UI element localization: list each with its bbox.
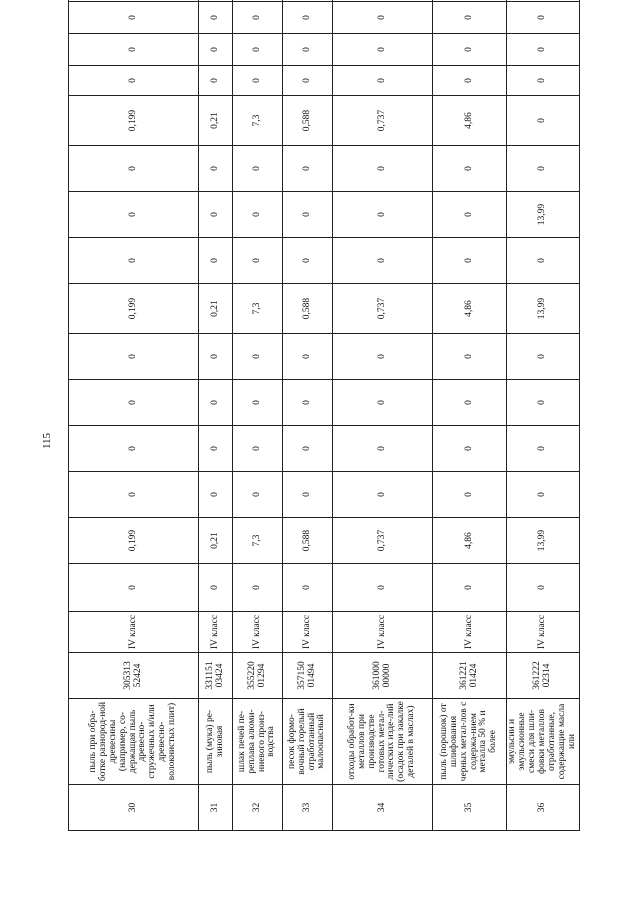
value-cell: 0,199 [69,518,199,564]
value-cell: 0 [69,146,199,192]
value-cell: 0 [333,380,433,426]
value-cell: 0,737 [333,284,433,334]
value-cell: 0 [433,334,507,380]
page-number: 115 [41,432,53,450]
rotated-table-container [68,6,579,831]
value-cell: 7,3 [233,96,283,146]
value-cell: 0 [433,426,507,472]
value-cell: 0 [199,238,233,284]
value-cell: 0 [69,426,199,472]
value-cell: 0 [69,2,199,34]
value-cell: 0,21 [199,284,233,334]
value-cell: 13,99 [507,192,580,238]
table-row [69,0,199,831]
row-number-cell: 34 [333,785,433,831]
fkko-code-cell: 361000 00000 [333,653,433,699]
value-cell: 0 [233,380,283,426]
value-cell: 7,3 [233,518,283,564]
value-cell: 0,21 [199,518,233,564]
value-cell: 0 [69,34,199,66]
value-cell [507,0,580,2]
row-number-cell: 30 [69,785,199,831]
waste-name-cell: отходы обработ-ки металлов при производстве готовых метал-лических изде-лий (осадок при закалке деталей в маслах) [333,699,433,785]
waste-table [68,0,580,831]
value-cell: 0 [333,238,433,284]
value-cell [283,0,333,2]
value-cell: 0 [333,564,433,612]
waste-name-cell: пыль при обра-ботке разноpод-ной древесины (например, со-держащая пыль древесно-стружечных и/или древесно-волокнистых плит) [69,699,199,785]
value-cell: 0,199 [69,284,199,334]
value-cell: 0 [283,426,333,472]
value-cell: 0 [233,2,283,34]
hazard-class-cell: IV класс [433,612,507,653]
value-cell: 0 [433,34,507,66]
value-cell: 0 [433,472,507,518]
value-cell: 0 [199,34,233,66]
value-cell: 0 [507,472,580,518]
value-cell: 0,737 [333,96,433,146]
value-cell: 0,21 [199,96,233,146]
value-cell [433,0,507,2]
value-cell: 0 [69,66,199,96]
table-row [333,0,433,831]
value-cell: 0 [283,472,333,518]
value-cell: 0 [333,34,433,66]
value-cell: 0 [69,564,199,612]
value-cell: 0 [333,66,433,96]
row-number-cell: 31 [199,785,233,831]
value-cell: 4,86 [433,96,507,146]
value-cell: 0 [283,66,333,96]
table-row [199,0,233,831]
value-cell: 0 [199,472,233,518]
value-cell: 4,86 [433,518,507,564]
value-cell: 0 [199,146,233,192]
value-cell: 0 [433,2,507,34]
waste-name-cell: шлак печей пе-реплава алюми-ниевого произ-водства [233,699,283,785]
value-cell: 0 [233,426,283,472]
value-cell: 0 [199,564,233,612]
value-cell: 0 [433,146,507,192]
value-cell: 0 [283,2,333,34]
table-row [233,0,283,831]
value-cell: 0 [507,564,580,612]
value-cell: 0 [69,238,199,284]
value-cell: 0,588 [283,96,333,146]
table-row [433,0,507,831]
value-cell: 0 [507,2,580,34]
value-cell: 0 [199,426,233,472]
waste-name-cell: эмульсии и эмульсионные смеси для шли-фовки металлов отработанные, содержащие масла или [507,699,580,785]
value-cell: 0 [69,472,199,518]
value-cell: 0 [507,66,580,96]
fkko-code-cell: 357150 01494 [283,653,333,699]
value-cell: 0 [333,192,433,238]
hazard-class-cell: IV класс [333,612,433,653]
value-cell: 4,86 [433,284,507,334]
value-cell: 0 [233,238,283,284]
value-cell: 0 [507,426,580,472]
value-cell: 0 [507,96,580,146]
value-cell: 0 [199,334,233,380]
value-cell: 0,737 [333,518,433,564]
hazard-class-cell: IV класс [69,612,199,653]
value-cell: 0 [333,426,433,472]
value-cell: 0 [333,146,433,192]
value-cell: 0 [199,66,233,96]
value-cell: 13,99 [507,284,580,334]
value-cell [233,0,283,2]
fkko-code-cell: 305313 52424 [69,653,199,699]
value-cell: 0 [333,472,433,518]
fkko-code-cell: 331151 03424 [199,653,233,699]
value-cell: 0 [433,564,507,612]
value-cell: 0 [433,192,507,238]
value-cell: 13,99 [507,518,580,564]
value-cell: 0 [507,238,580,284]
fkko-code-cell: 355220 01294 [233,653,283,699]
value-cell: 0 [69,334,199,380]
value-cell: 0 [283,238,333,284]
value-cell: 0 [433,66,507,96]
value-cell: 0 [283,564,333,612]
value-cell: 7,3 [233,284,283,334]
waste-name-cell: песок формо-вочный горелый отработанный малоопасный [283,699,333,785]
row-number-cell: 32 [233,785,283,831]
value-cell: 0 [233,34,283,66]
value-cell [199,0,233,2]
value-cell: 0 [199,380,233,426]
value-cell: 0,588 [283,518,333,564]
value-cell: 0,199 [69,96,199,146]
fkko-code-cell: 361222 02314 [507,653,580,699]
table-row [507,0,580,831]
value-cell: 0 [283,192,333,238]
value-cell: 0 [283,34,333,66]
row-number-cell: 35 [433,785,507,831]
value-cell: 0 [233,146,283,192]
value-cell: 0 [507,334,580,380]
hazard-class-cell: IV класс [199,612,233,653]
hazard-class-cell: IV класс [507,612,580,653]
value-cell: 0 [69,192,199,238]
value-cell: 0 [283,380,333,426]
value-cell: 0 [283,146,333,192]
row-number-cell: 33 [283,785,333,831]
value-cell: 0 [199,192,233,238]
value-cell: 0 [507,146,580,192]
value-cell: 0 [433,238,507,284]
table-row [283,0,333,831]
value-cell: 0 [69,380,199,426]
fkko-code-cell: 361221 01424 [433,653,507,699]
value-cell [69,0,199,2]
hazard-class-cell: IV класс [283,612,333,653]
waste-name-cell: пыль (порошок) от шлифования черных метал-лов с содержа-нием металла 50 % и более [433,699,507,785]
value-cell: 0 [333,334,433,380]
value-cell: 0 [199,2,233,34]
hazard-class-cell: IV класс [233,612,283,653]
value-cell: 0 [233,66,283,96]
value-cell: 0 [233,564,283,612]
value-cell: 0 [233,334,283,380]
table-body [69,0,580,831]
waste-name-cell: пыль (мука) ре-зиновая [199,699,233,785]
value-cell: 0 [433,380,507,426]
value-cell: 0 [283,334,333,380]
value-cell: 0 [507,380,580,426]
value-cell: 0 [507,34,580,66]
value-cell: 0 [233,192,283,238]
row-number-cell: 36 [507,785,580,831]
value-cell [333,0,433,2]
value-cell: 0,588 [283,284,333,334]
value-cell: 0 [233,472,283,518]
value-cell: 0 [333,2,433,34]
